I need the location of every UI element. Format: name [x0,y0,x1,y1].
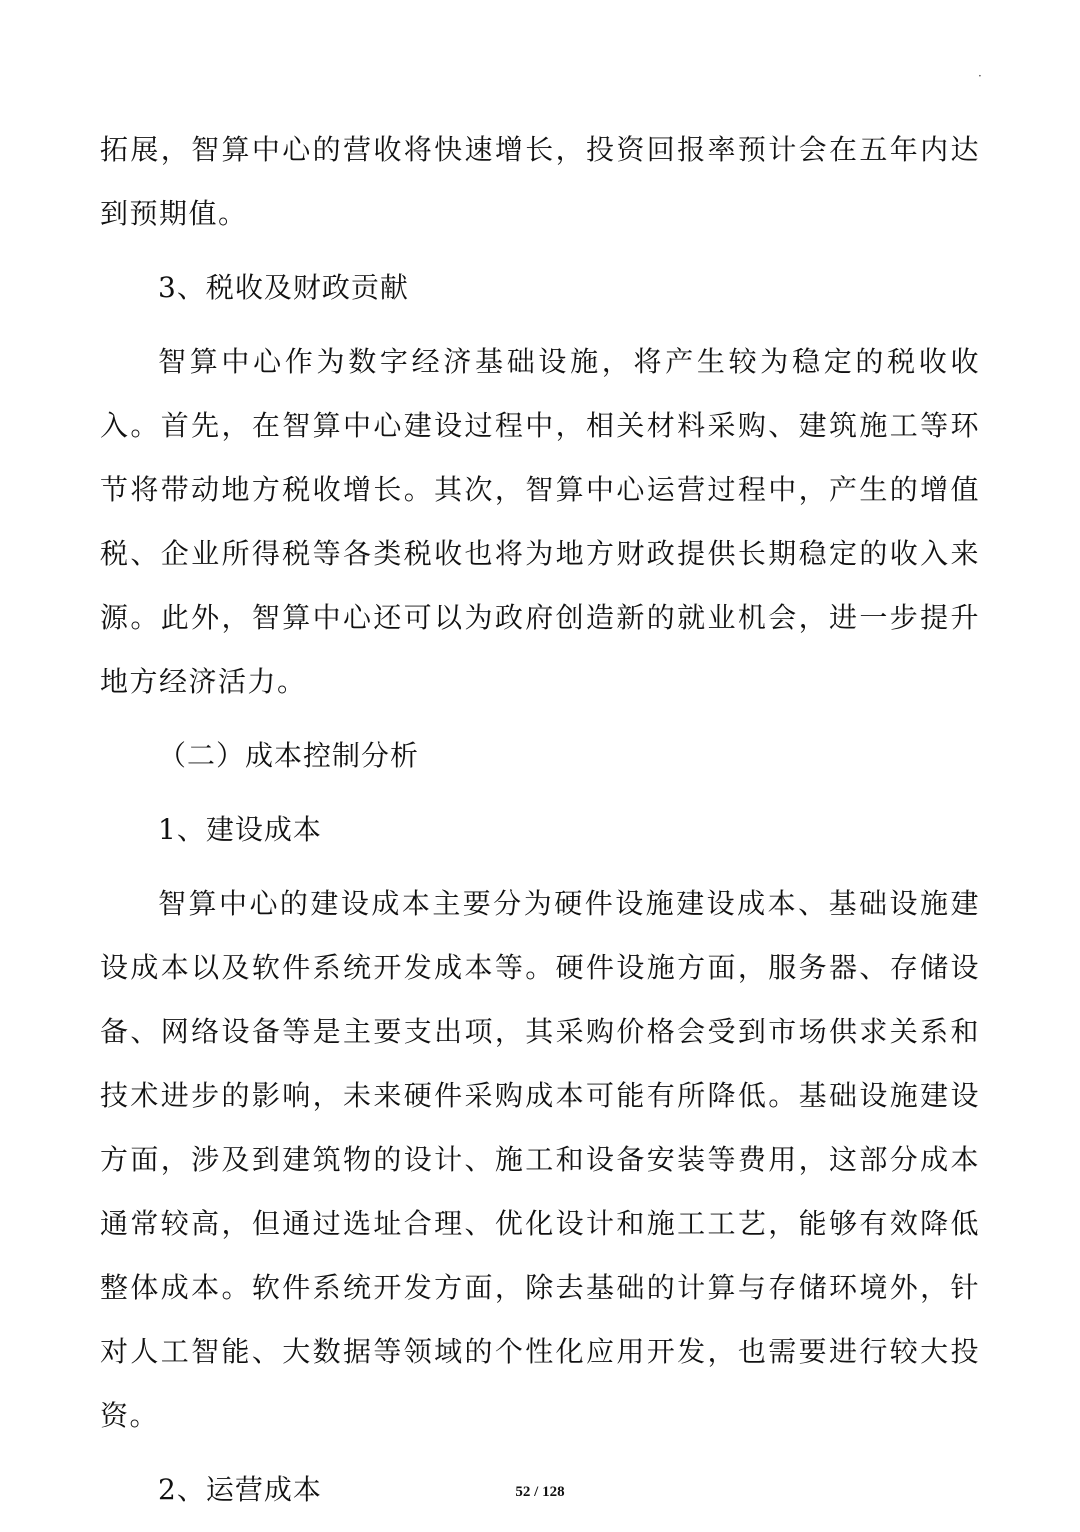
page-number: 52 / 128 [515,1484,565,1500]
paragraph-construction-cost: 智算中心的建设成本主要分为硬件设施建设成本、基础设施建设成本以及软件系统开发成本等。硬件设施方面，服务器、存储设备、网络设备等是主要支出项，其采购价格会受到市场供求关系和技术进步的影响，未来硬件采购成本可能有所降低。基础设施建设方面，涉及到建筑物的设计、施工和设备安装等费用，这部分成本通常较高，但通过选址合理、优化设计和施工工艺，能够有效降低整体成本。软件系统开发方面，除去基础的计算与存储环境外，针对人工智能、大数据等领域的个性化应用开发，也需要进行较大投资。 [100,887,980,1432]
section-heading-operating-cost: 2、运营成本 [158,1473,322,1506]
paragraph-continuation: 拓展，智算中心的营收将快速增长，投资回报率预计会在五年内达到预期值。 [100,133,980,230]
section-heading-construction-cost: 1、建设成本 [158,813,322,846]
section-heading-tax: 3、税收及财政贡献 [158,271,409,304]
section-heading-cost-control: （二）成本控制分析 [158,739,420,772]
document-body [100,118,980,1532]
corner-mark: · [978,69,982,83]
paragraph-tax: 智算中心作为数字经济基础设施，将产生较为稳定的税收收入。首先，在智算中心建设过程中，相关材料采购、建筑施工等环节将带动地方税收增长。其次，智算中心运营过程中，产生的增值税、企业所得税等各类税收也将为地方财政提供长期稳定的收入来源。此外，智算中心还可以为政府创造新的就业机会，进一步提升地方经济活力。 [100,345,980,698]
